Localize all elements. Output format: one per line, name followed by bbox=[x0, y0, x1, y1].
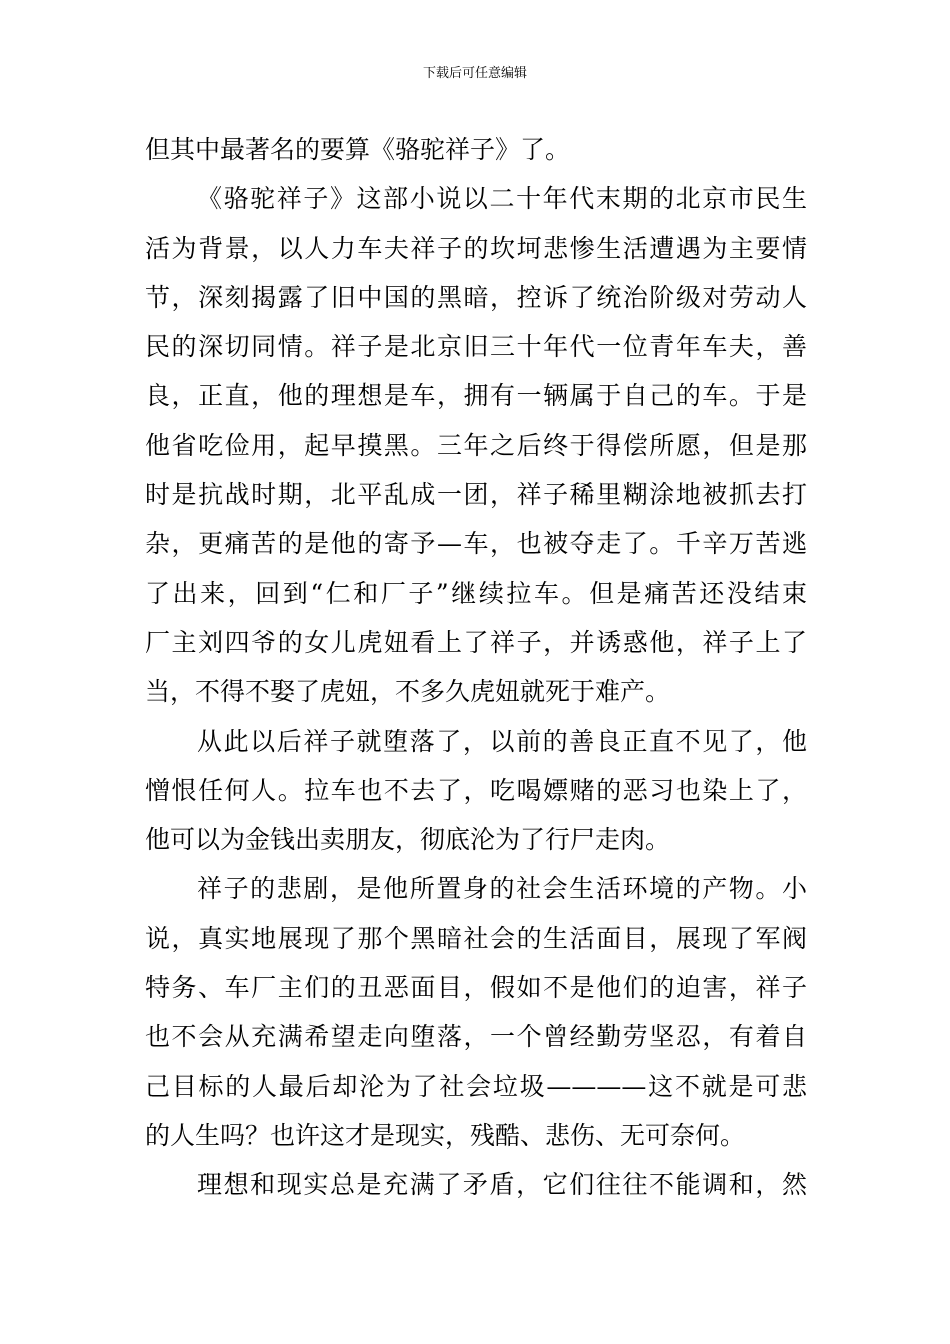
text-line: 民的深切同情。祥子是北京旧三十年代一位青年车夫，善 bbox=[145, 332, 807, 362]
text-line: 从此以后祥子就堕落了，以前的善良正直不见了，他 bbox=[197, 726, 807, 756]
text-line: 《骆驼祥子》这部小说以二十年代末期的北京市民生 bbox=[197, 184, 807, 214]
text-line: 当，不得不娶了虎妞，不多久虎妞就死于难产。 bbox=[145, 677, 671, 707]
text-line: 活为背景，以人力车夫祥子的坎坷悲惨生活遭遇为主要情 bbox=[145, 233, 807, 263]
page-header: 下载后可任意编辑 bbox=[422, 66, 527, 81]
text-line: 了出来，回到“仁和厂子”继续拉车。但是痛苦还没结束 bbox=[145, 578, 807, 608]
text-line: 节，深刻揭露了旧中国的黑暗，控诉了统治阶级对劳动人 bbox=[145, 282, 807, 312]
text-line: 的人生吗？也许这才是现实，残酷、悲伤、无可奈何。 bbox=[145, 1120, 746, 1150]
text-line: 祥子的悲剧，是他所置身的社会生活环境的产物。小 bbox=[197, 874, 807, 904]
text-line: 但其中最著名的要算《骆驼祥子》了。 bbox=[145, 135, 571, 164]
text-line: 憎恨任何人。拉车也不去了，吃喝嫖赌的恶习也染上了， bbox=[145, 775, 807, 805]
body-text bbox=[145, 125, 807, 1210]
text-line: 也不会从充满希望走向堕落，一个曾经勤劳坚忍，有着自 bbox=[145, 1022, 807, 1052]
text-line: 他可以为金钱出卖朋友，彻底沦为了行尸走肉。 bbox=[145, 825, 671, 855]
text-line: 理想和现实总是充满了矛盾，它们往往不能调和，然 bbox=[197, 1170, 807, 1200]
text-line: 杂，更痛苦的是他的寄予—车，也被夺走了。千辛万苦逃 bbox=[145, 529, 807, 559]
text-line: 厂主刘四爷的女儿虎妞看上了祥子，并诱惑他，祥子上了 bbox=[145, 627, 807, 657]
text-line: 说，真实地展现了那个黑暗社会的生活面目，展现了军阀 bbox=[145, 923, 807, 953]
text-line: 特务、车厂主们的丑恶面目，假如不是他们的迫害，祥子 bbox=[145, 973, 807, 1003]
text-line: 己目标的人最后却沦为了社会垃圾————这不就是可悲 bbox=[145, 1071, 807, 1101]
text-line: 时是抗战时期，北平乱成一团，祥子稀里糊涂地被抓去打 bbox=[145, 480, 807, 510]
text-line: 他省吃俭用，起早摸黑。三年之后终于得偿所愿，但是那 bbox=[145, 430, 807, 460]
text-line: 良，正直，他的理想是车，拥有一辆属于自己的车。于是 bbox=[145, 381, 807, 411]
